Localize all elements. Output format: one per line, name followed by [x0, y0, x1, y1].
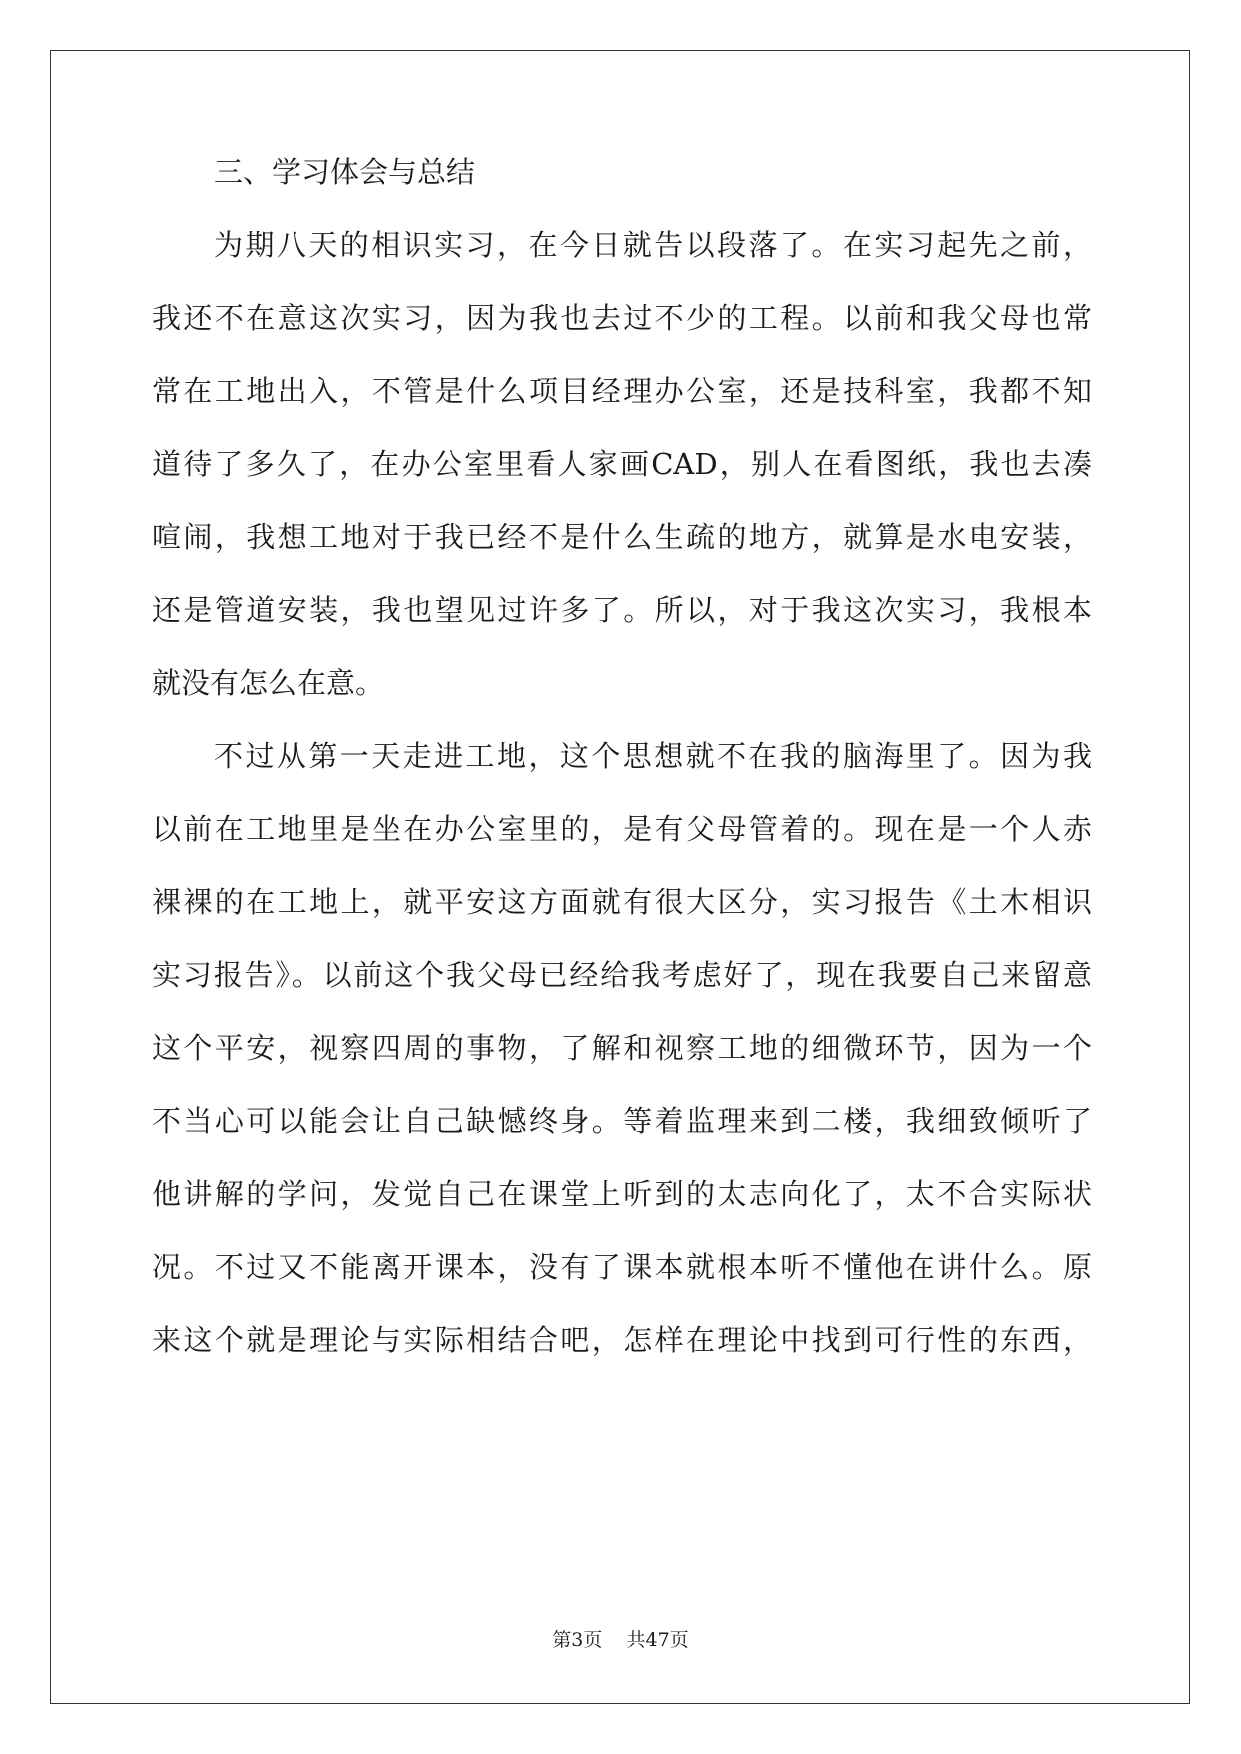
paragraph-line: 裸裸的在工地上，就平安这方面就有很大区分，实习报告《土木相识	[152, 885, 1092, 919]
paragraph-line: 就没有怎么在意。	[152, 666, 385, 700]
section-heading: 三、学习体会与总结	[214, 155, 476, 189]
paragraph-line: 还是管道安装，我也望见过许多了。所以，对于我这次实习，我根本	[152, 593, 1092, 627]
paragraph-line: 来这个就是理论与实际相结合吧，怎样在理论中找到可行性的东西，	[152, 1323, 1092, 1357]
paragraph-line: 况。不过又不能离开课本，没有了课本就根本听不懂他在讲什么。原	[152, 1250, 1092, 1284]
paragraph-line: 喧闹，我想工地对于我已经不是什么生疏的地方，就算是水电安装，	[152, 520, 1092, 554]
paragraph-line: 常在工地出入，不管是什么项目经理办公室，还是技科室，我都不知	[152, 374, 1092, 408]
paragraph-line: 他讲解的学问，发觉自己在课堂上听到的太志向化了，太不合实际状	[152, 1177, 1092, 1211]
paragraph-line: 为期八天的相识实习，在今日就告以段落了。在实习起先之前，	[214, 228, 1092, 262]
page-footer	[0, 1628, 1241, 1652]
page-number: 第3页	[552, 1629, 603, 1651]
paragraph-line: 不当心可以能会让自己缺憾终身。等着监理来到二楼，我细致倾听了	[152, 1104, 1092, 1138]
paragraph-line: 道待了多久了，在办公室里看人家画CAD，别人在看图纸，我也去凑	[152, 447, 1092, 481]
paragraph-line: 我还不在意这次实习，因为我也去过不少的工程。以前和我父母也常	[152, 301, 1092, 335]
paragraph-line: 以前在工地里是坐在办公室里的，是有父母管着的。现在是一个人赤	[152, 812, 1092, 846]
page-total: 共47页	[626, 1629, 689, 1651]
paragraph-line: 实习报告》。以前这个我父母已经给我考虑好了，现在我要自己来留意	[152, 958, 1092, 992]
paragraph-line: 不过从第一天走进工地，这个思想就不在我的脑海里了。因为我	[214, 739, 1092, 773]
paragraph-line: 这个平安，视察四周的事物，了解和视察工地的细微环节，因为一个	[152, 1031, 1092, 1065]
